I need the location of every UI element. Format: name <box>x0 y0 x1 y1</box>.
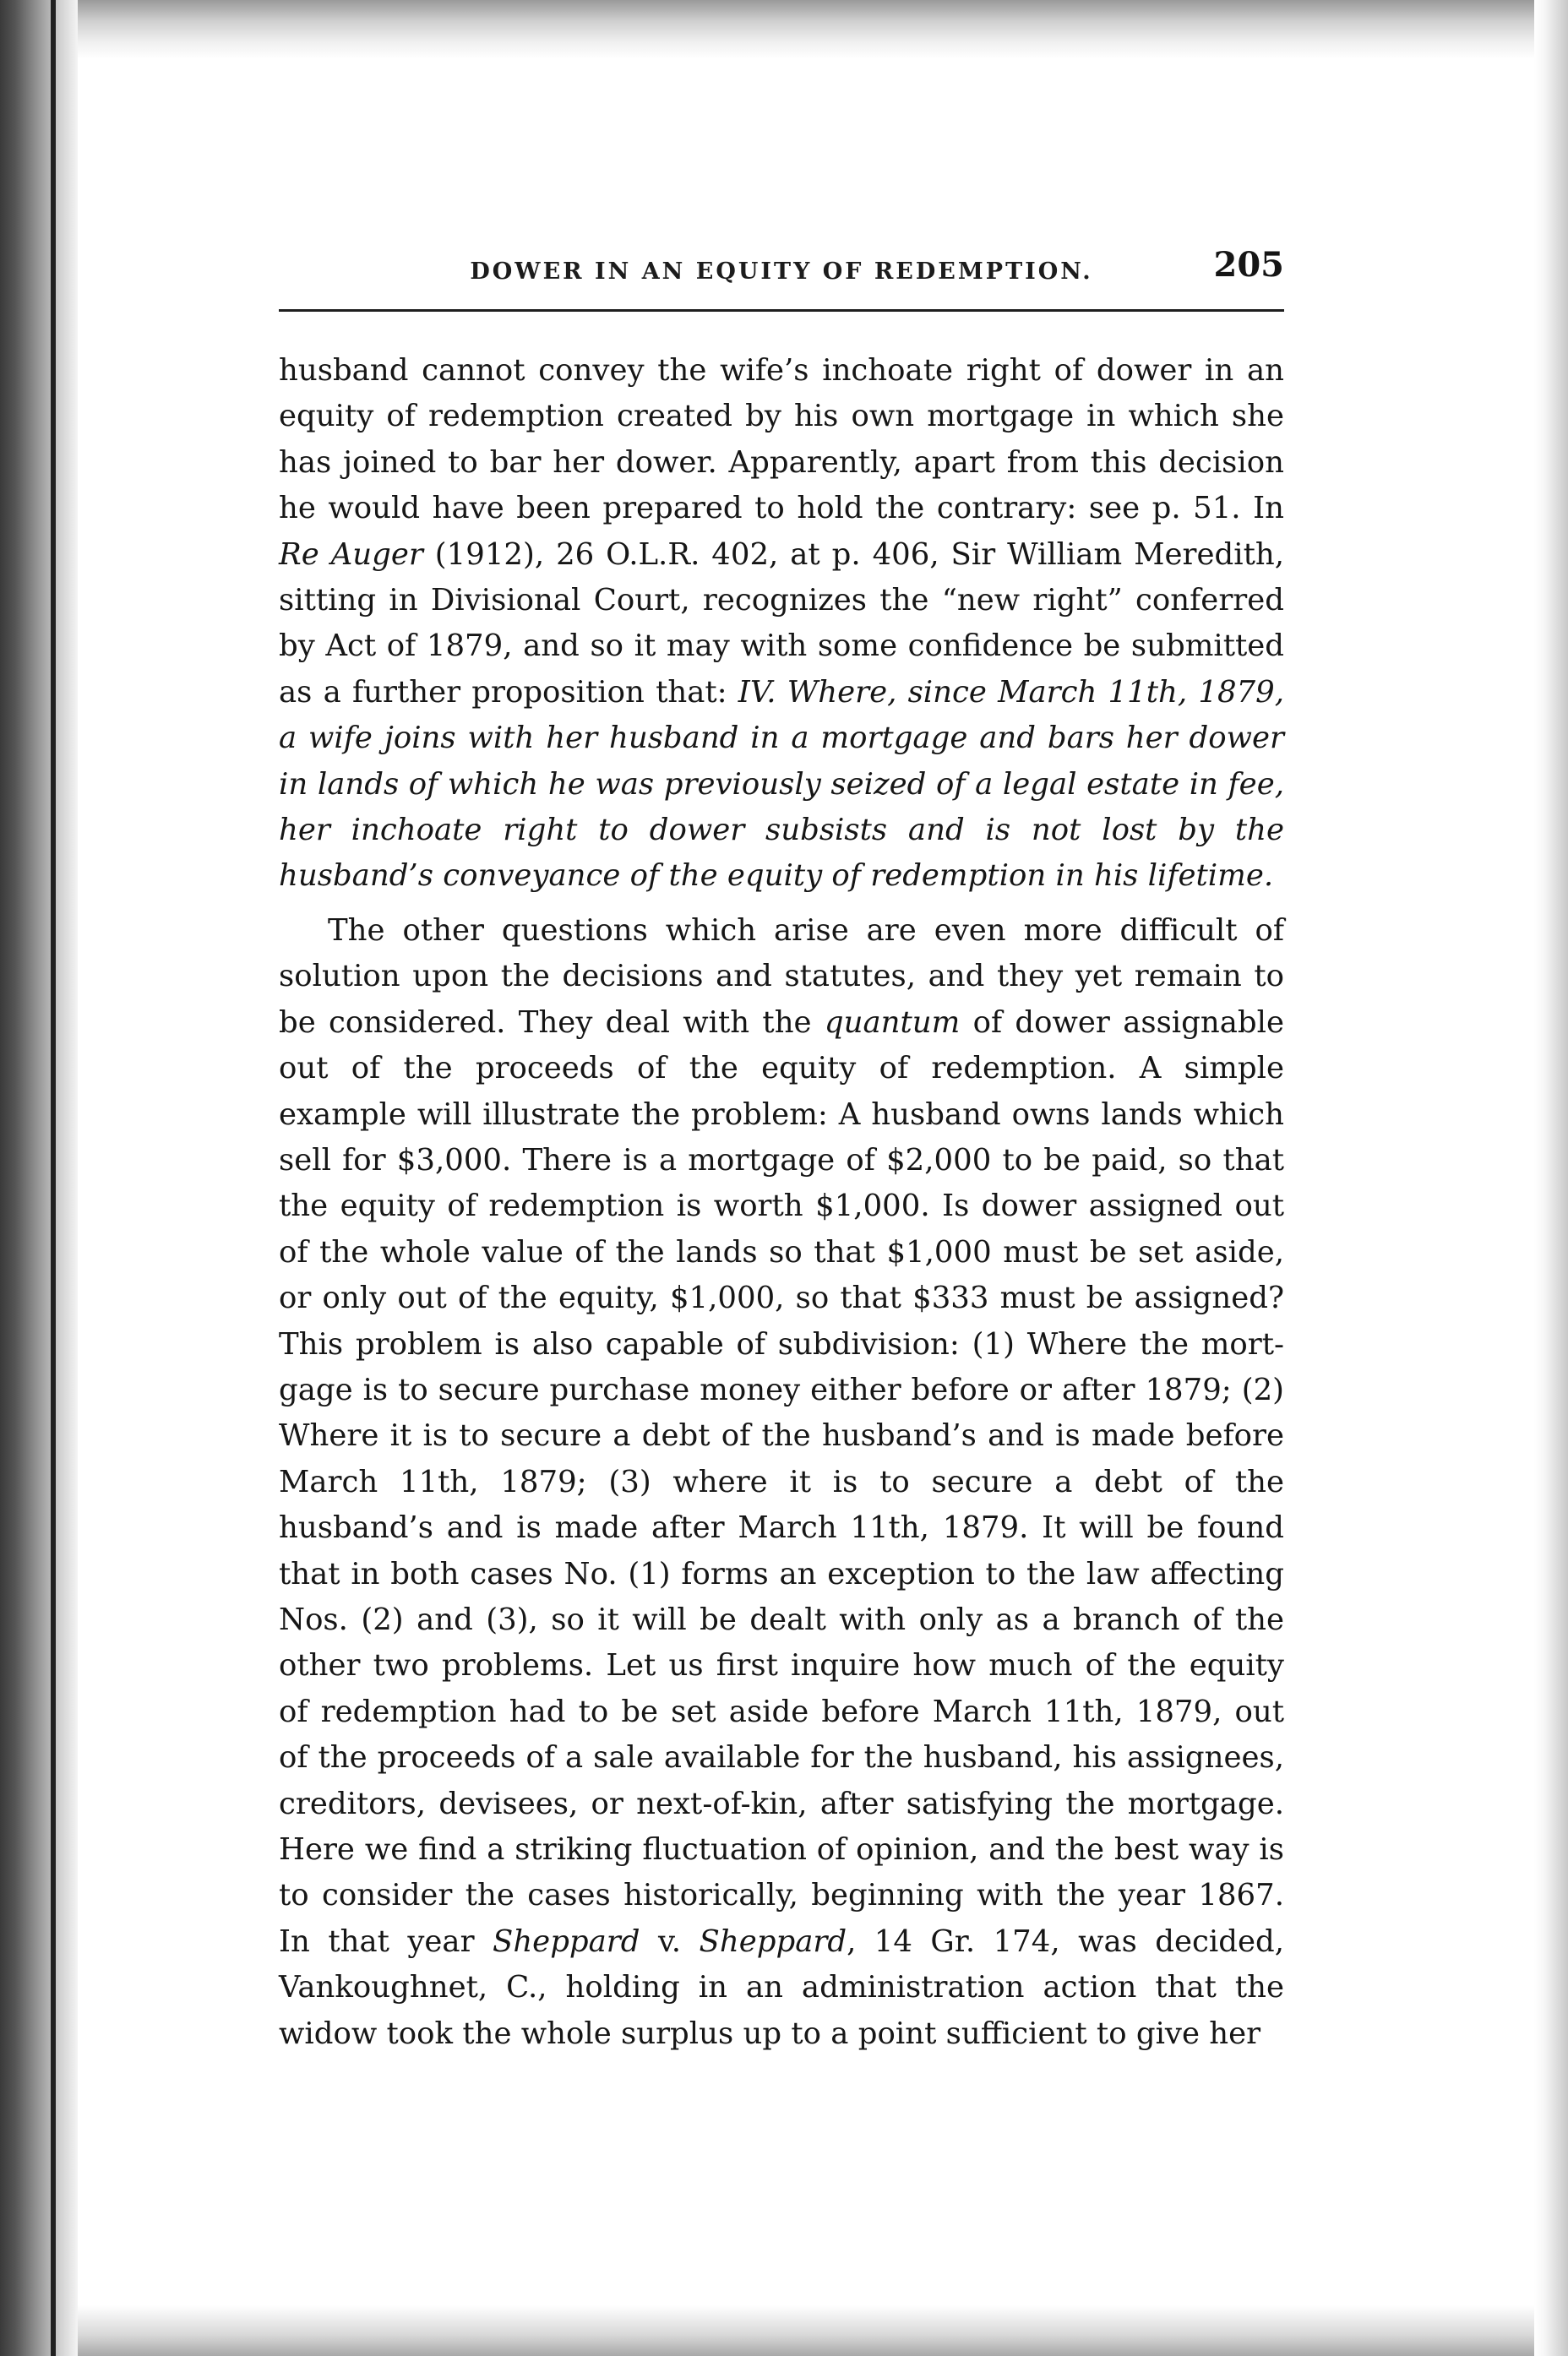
scan-binding-edge <box>51 0 56 2356</box>
running-head <box>279 245 1284 296</box>
paragraph-1-text-b: (1912), 26 O.L.R. 402, at p. 406, Sir William Meredith, sitting in Divisional Court, recognizes the “new right” conferred by Act of 1879, and so it may with some confidence be submitted as a further proposition that: <box>279 536 1284 710</box>
running-title: DOWER IN AN EQUITY OF REDEMPTION. <box>470 258 1093 285</box>
case-versus: v. <box>640 1923 700 1959</box>
case-name-re-auger: Re Auger <box>279 536 423 572</box>
scan-shadow-top <box>78 0 1568 59</box>
book-page <box>279 245 1284 2051</box>
paragraph-2-text-a: The other questions which arise are even more difficult of solution upon the decisions and statutes, and they yet remain to be considered. They deal with the <box>279 912 1284 1040</box>
quantum-term: quantum <box>824 1004 961 1040</box>
paragraph-2 <box>279 908 1284 2057</box>
paragraph-2-text-c: , 14 Gr. 174, was decided, Vankoughnet, C., holding in an administration action that the widow took the whole surplus up to a point sufficient to give her <box>279 1923 1284 2051</box>
body-text <box>279 348 1284 2057</box>
case-name-sheppard-a: Sheppard <box>493 1923 640 1959</box>
scan-shadow-right <box>1534 0 1568 2356</box>
paragraph-2-text-b: of dower assignable out of the proceeds of the equity of redemption. A simple example will illustrate the problem: A husband owns lands which sell for $3,000. There is a mortgage of $2,000 to be paid, so that the equity of redemption is worth $1,000. Is dower assigned out of the whole value of the lands so that $1,000 must be set aside, or only out of the equity, $1,000, so that $333 must be assigned? This problem is also capable of subdivision: (1) Where the mortgage is to secure purchase money either before or after 1879; (2) Where it is to secure a debt of the husband’s and is made before March 11th, 1879; (3) where it is to secure a debt of the husband’s and is made after March 11th, 1879. It will be found that in both cases No. (1) forms an exception to the law affecting Nos. (2) and (3), so it will be dealt with only as a branch of the other two problems. Let us first inquire how much of the equity of redemption had to be set aside before March 11th, 1879, out of the proceeds of a sale available for the husband, his assignees, creditors, devisees, or next-of-kin, after satisfying the mortgage. Here we find a striking fluctuation of opinion, and the best way is to consider the cases historically, beginning with the year 1867. In that year <box>279 1004 1284 1959</box>
paragraph-1-text-a: husband cannot convey the wife’s inchoate right of dower in an equity of redemption created by his own mortgage in which she has joined to bar her dower. Apparently, apart from this decision he would have been prepared to hold the contrary: see p. 51. In <box>279 353 1284 526</box>
case-name-sheppard-b: Sheppard <box>699 1923 847 1959</box>
scan-shadow-bottom <box>78 2305 1568 2356</box>
paragraph-1 <box>279 348 1284 900</box>
header-rule <box>279 309 1284 312</box>
proposition-iv: IV. Where, since March 11th, 1879, a wife joins with her husband in a mortgage and bars her dower in lands of which he was previously seized of a legal estate in fee, her inchoate right to dower subsists and is not lost by the husband’s conveyance of the equity of redemption in his lifetime. <box>279 674 1284 894</box>
scan-shadow-left <box>0 0 78 2356</box>
page-number: 205 <box>1213 245 1284 285</box>
